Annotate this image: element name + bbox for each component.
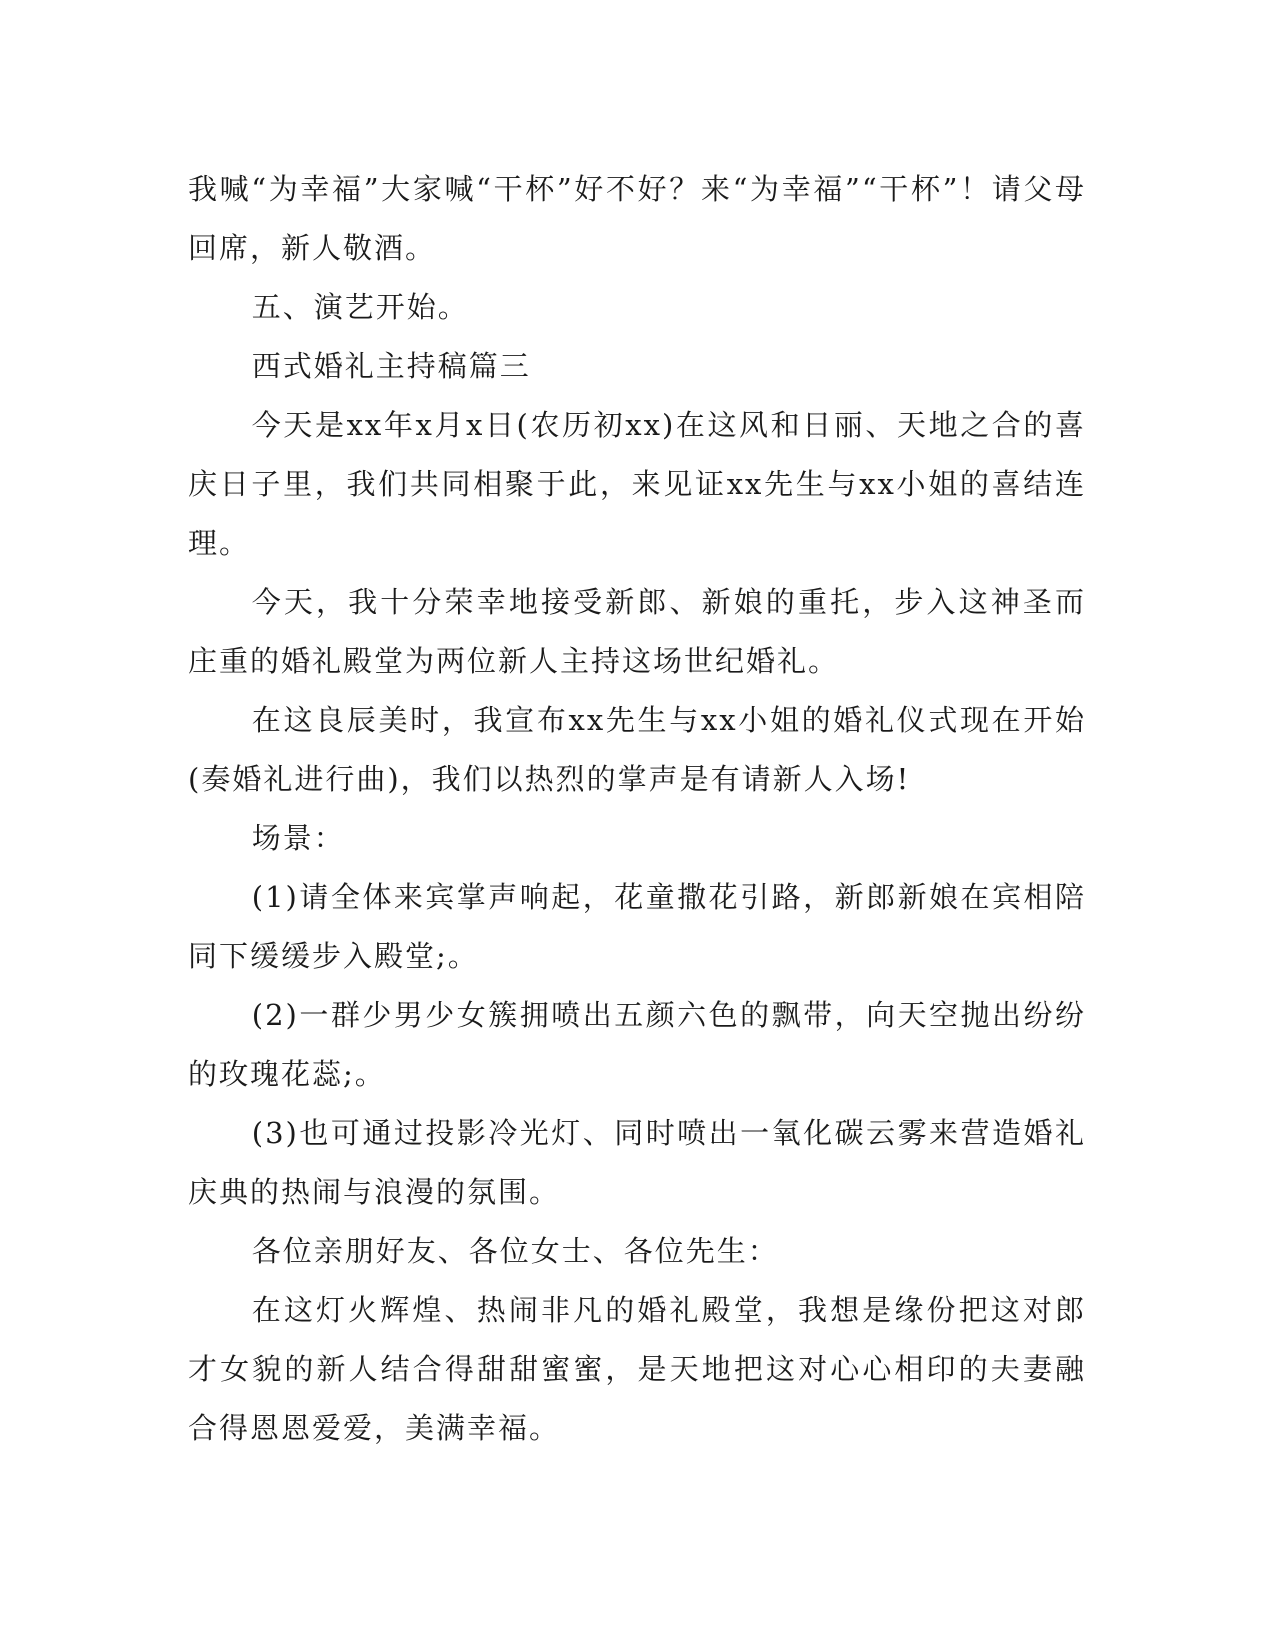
paragraph-greeting: 各位亲朋好友、各位女士、各位先生： bbox=[251, 1234, 779, 1268]
paragraph-announcement: 在这良辰美时，我宣布xx先生与xx小姐的婚礼仪式现在开始(奏婚礼进行曲)，我们以热烈的掌声是有请新人入场! bbox=[188, 703, 1086, 796]
paragraph-date: 今天是xx年x月x日(农历初xx)在这风和日丽、天地之合的喜庆日子里，我们共同相聚于此，来见证xx先生与xx小姐的喜结连理。 bbox=[188, 408, 1086, 560]
paragraph-scene-3: (3)也可通过投影冷光灯、同时喷出一氧化碳云雾来营造婚礼庆典的热闹与浪漫的氛围。 bbox=[188, 1116, 1086, 1209]
paragraph-scene-label: 场景： bbox=[251, 821, 345, 855]
section-heading: 西式婚礼主持稿篇三 bbox=[251, 349, 531, 383]
paragraph-honor: 今天，我十分荣幸地接受新郎、新娘的重托，步入这神圣而庄重的婚礼殿堂为两位新人主持这场世纪婚礼。 bbox=[188, 585, 1086, 678]
paragraph-section-five: 五、演艺开始。 bbox=[251, 290, 469, 324]
paragraph-toast: 我喊“为幸福”大家喊“干杯”好不好？来“为幸福”“干杯”！请父母回席，新人敬酒。 bbox=[188, 172, 1086, 265]
paragraph-closing: 在这灯火辉煌、热闹非凡的婚礼殿堂，我想是缘份把这对郎才女貌的新人结合得甜甜蜜蜜，是天地把这对心心相印的夫妻融合得恩恩爱爱，美满幸福。 bbox=[188, 1293, 1086, 1445]
document-body bbox=[188, 160, 1086, 1458]
paragraph-scene-2: (2)一群少男少女簇拥喷出五颜六色的飘带，向天空抛出纷纷的玫瑰花蕊;。 bbox=[188, 998, 1086, 1091]
paragraph-scene-1: (1)请全体来宾掌声响起，花童撒花引路，新郎新娘在宾相陪同下缓缓步入殿堂;。 bbox=[188, 880, 1086, 973]
